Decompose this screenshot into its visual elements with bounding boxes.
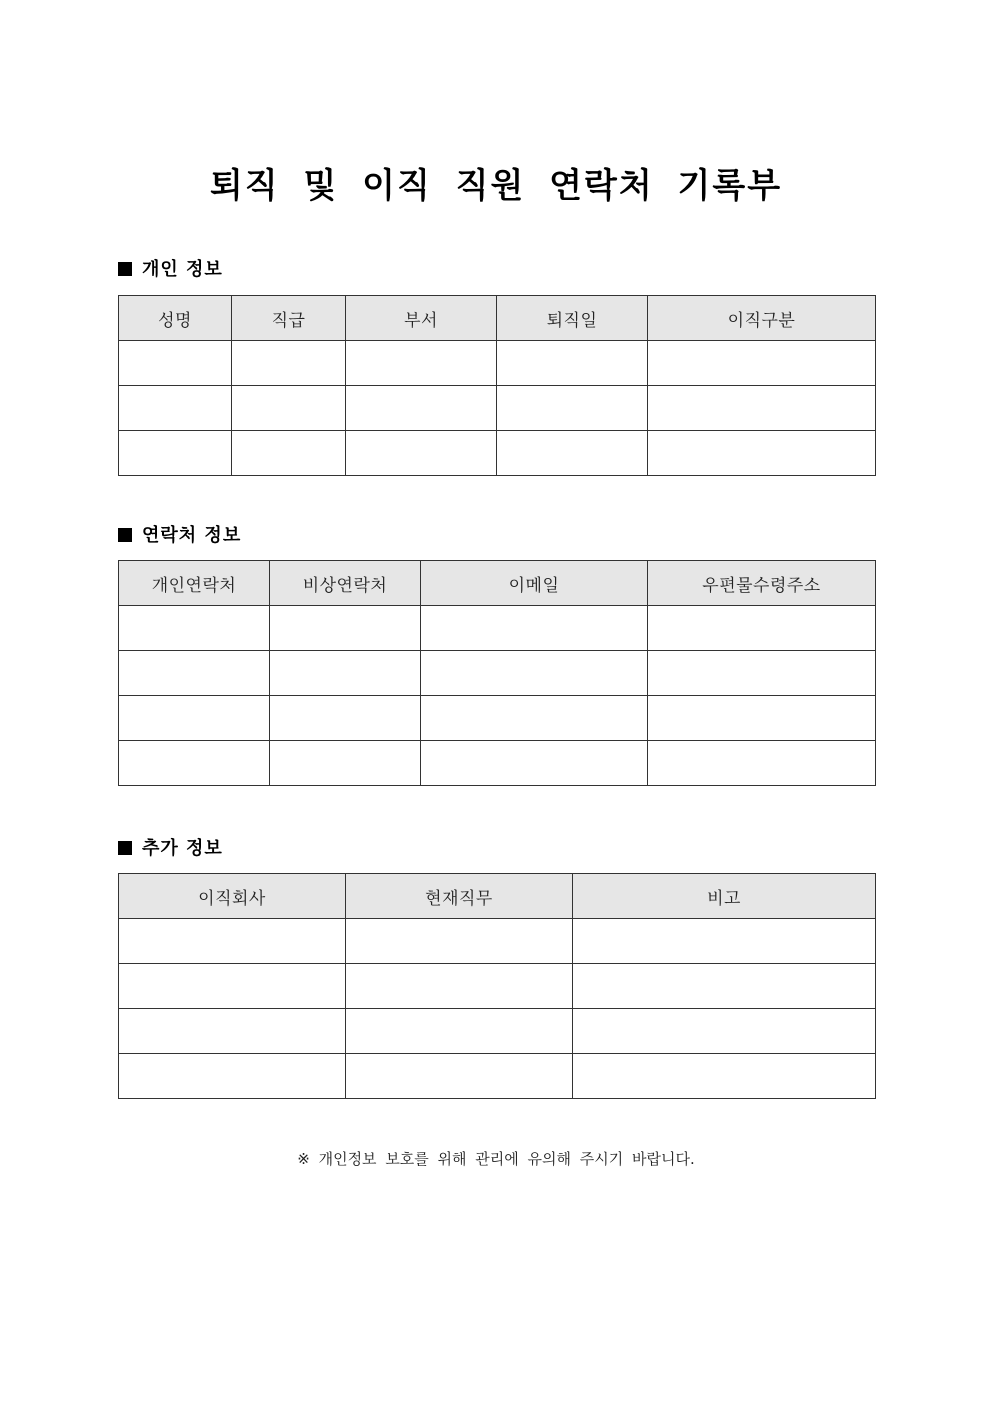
table-cell[interactable] bbox=[648, 741, 876, 786]
table-cell[interactable] bbox=[119, 1054, 346, 1099]
table-cell[interactable] bbox=[270, 741, 421, 786]
table-header-row bbox=[119, 296, 876, 341]
section-heading-label: 연락처 정보 bbox=[142, 525, 242, 546]
table-cell[interactable] bbox=[232, 431, 346, 476]
table-row bbox=[119, 1054, 876, 1099]
square-bullet-icon bbox=[118, 262, 132, 276]
table-row bbox=[119, 1009, 876, 1054]
table-cell[interactable] bbox=[421, 606, 648, 651]
table-cell[interactable] bbox=[232, 386, 346, 431]
table-row bbox=[119, 386, 876, 431]
column-header-remarks: 비고 bbox=[573, 874, 876, 919]
column-header-turnover-type: 이직구분 bbox=[648, 296, 876, 341]
column-header-new-company: 이직회사 bbox=[119, 874, 346, 919]
table-header-row bbox=[119, 561, 876, 606]
table-cell[interactable] bbox=[421, 741, 648, 786]
table-cell[interactable] bbox=[648, 651, 876, 696]
table-cell[interactable] bbox=[119, 964, 346, 1009]
footnote: ※ 개인정보 보호를 위해 관리에 유의해 주시기 바랍니다. bbox=[297, 1150, 695, 1168]
table-cell[interactable] bbox=[270, 606, 421, 651]
table-cell[interactable] bbox=[497, 431, 648, 476]
table-cell[interactable] bbox=[648, 696, 876, 741]
column-header-mailing-address: 우편물수령주소 bbox=[648, 561, 876, 606]
column-header-department: 부서 bbox=[346, 296, 497, 341]
table-cell[interactable] bbox=[648, 431, 876, 476]
table-cell[interactable] bbox=[648, 386, 876, 431]
table-cell[interactable] bbox=[119, 741, 270, 786]
table-cell[interactable] bbox=[232, 341, 346, 386]
table-row bbox=[119, 651, 876, 696]
table-cell[interactable] bbox=[119, 431, 232, 476]
table-cell[interactable] bbox=[346, 386, 497, 431]
table-cell[interactable] bbox=[648, 341, 876, 386]
column-header-current-role: 현재직무 bbox=[346, 874, 573, 919]
table-cell[interactable] bbox=[346, 1009, 573, 1054]
section-heading-personal-info bbox=[118, 258, 223, 282]
column-header-position: 직급 bbox=[232, 296, 346, 341]
table-cell[interactable] bbox=[573, 1054, 876, 1099]
table-cell[interactable] bbox=[270, 696, 421, 741]
section-heading-contact-info bbox=[118, 524, 241, 548]
table-cell[interactable] bbox=[119, 386, 232, 431]
table-cell[interactable] bbox=[648, 606, 876, 651]
table-header-row bbox=[119, 874, 876, 919]
table-cell[interactable] bbox=[497, 341, 648, 386]
table-cell[interactable] bbox=[119, 606, 270, 651]
table-cell[interactable] bbox=[497, 386, 648, 431]
column-header-email: 이메일 bbox=[421, 561, 648, 606]
table-cell[interactable] bbox=[346, 1054, 573, 1099]
table-cell[interactable] bbox=[119, 696, 270, 741]
table-cell[interactable] bbox=[119, 919, 346, 964]
table-cell[interactable] bbox=[346, 341, 497, 386]
table-cell[interactable] bbox=[421, 696, 648, 741]
table-row bbox=[119, 341, 876, 386]
table-cell[interactable] bbox=[119, 1009, 346, 1054]
table-row bbox=[119, 919, 876, 964]
table-row bbox=[119, 696, 876, 741]
table-cell[interactable] bbox=[573, 919, 876, 964]
table-cell[interactable] bbox=[119, 651, 270, 696]
column-header-emergency-contact: 비상연락처 bbox=[270, 561, 421, 606]
additional-info-table bbox=[118, 873, 876, 1099]
table-cell[interactable] bbox=[346, 919, 573, 964]
table-row bbox=[119, 606, 876, 651]
section-heading-additional-info bbox=[118, 837, 223, 861]
section-heading-label: 개인 정보 bbox=[142, 259, 223, 280]
table-row bbox=[119, 431, 876, 476]
table-cell[interactable] bbox=[421, 651, 648, 696]
table-cell[interactable] bbox=[346, 431, 497, 476]
square-bullet-icon bbox=[118, 528, 132, 542]
section-heading-label: 추가 정보 bbox=[142, 838, 223, 859]
column-header-name: 성명 bbox=[119, 296, 232, 341]
table-cell[interactable] bbox=[346, 964, 573, 1009]
page-title: 퇴직 및 이직 직원 연락처 기록부 bbox=[209, 166, 783, 206]
square-bullet-icon bbox=[118, 841, 132, 855]
table-row bbox=[119, 964, 876, 1009]
table-cell[interactable] bbox=[573, 964, 876, 1009]
personal-info-table bbox=[118, 295, 876, 476]
table-cell[interactable] bbox=[119, 341, 232, 386]
contact-info-table bbox=[118, 560, 876, 786]
table-cell[interactable] bbox=[573, 1009, 876, 1054]
table-row bbox=[119, 741, 876, 786]
table-cell[interactable] bbox=[270, 651, 421, 696]
column-header-retirement-date: 퇴직일 bbox=[497, 296, 648, 341]
column-header-personal-contact: 개인연락처 bbox=[119, 561, 270, 606]
